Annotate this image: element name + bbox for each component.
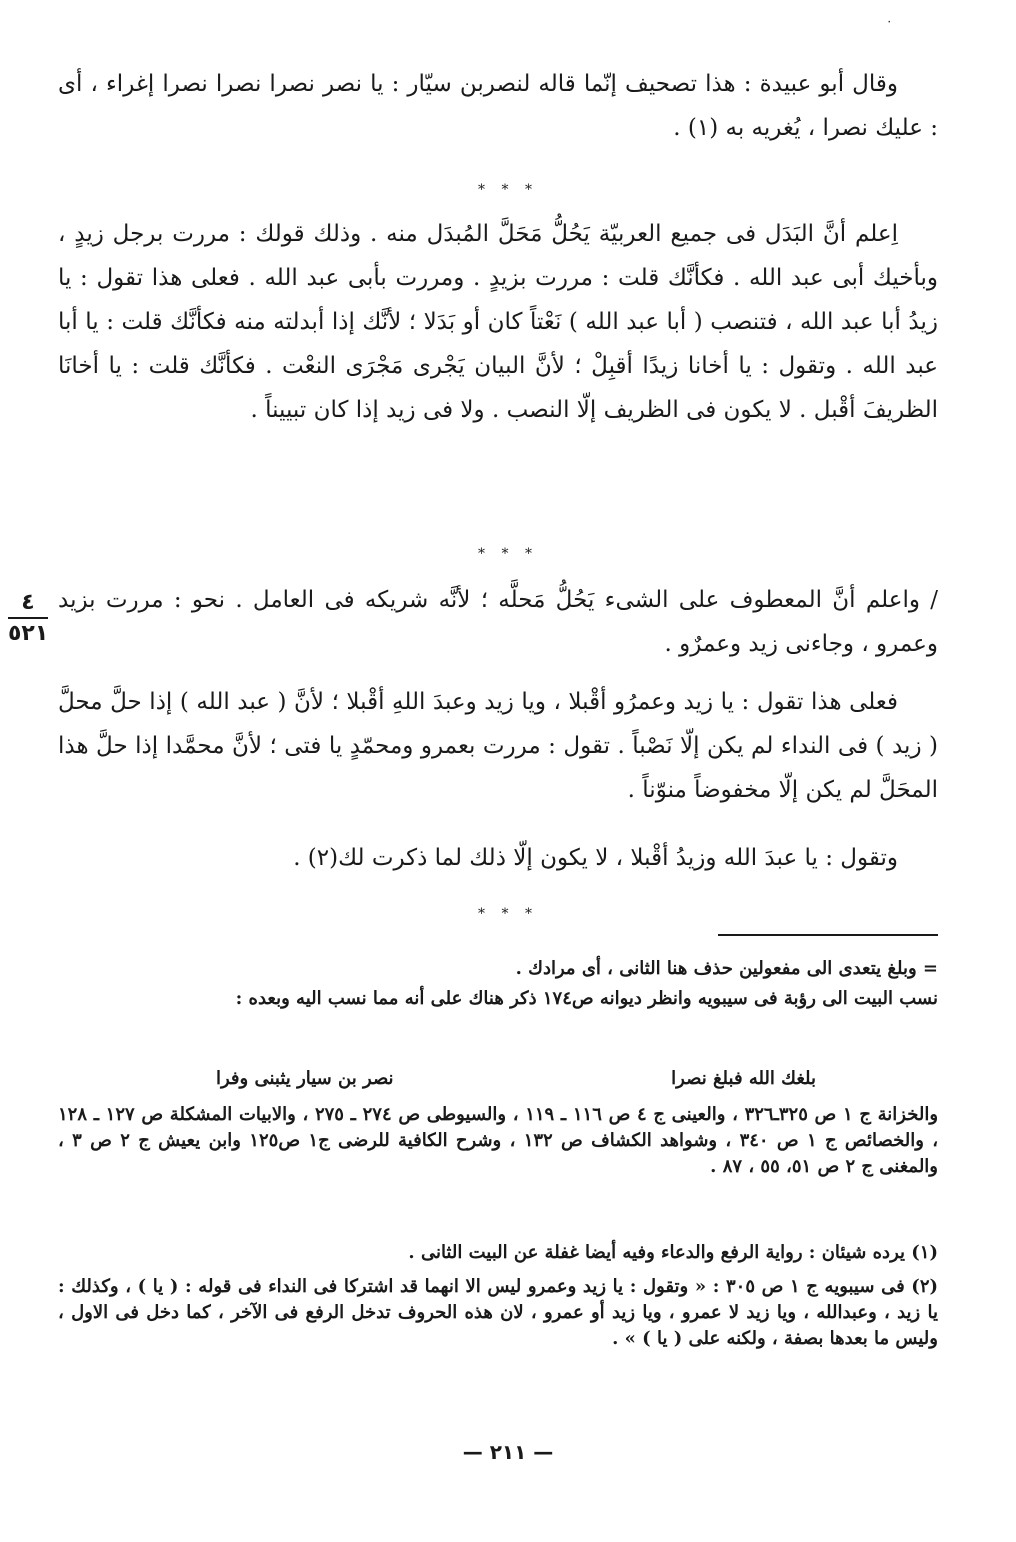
margin-reference-top: ٤ <box>21 590 35 615</box>
ink-speck: ٠ <box>886 14 893 28</box>
verse-hemistich-first: بلغك الله فبلغ نصرا <box>671 1068 816 1089</box>
verse-hemistich-second: نصر بن سيار يثبنى وفرا <box>216 1068 394 1089</box>
footnote-continuation-1-text: = وبلغ يتعدى الى مفعولين حذف هنا الثانى ، أى مرادك . <box>515 958 938 979</box>
paragraph-5 <box>58 836 938 880</box>
paragraph-1 <box>58 62 938 150</box>
section-separator-2: * * * <box>478 546 538 562</box>
footnote-continuation-1 <box>58 956 938 982</box>
section-separator-1: * * * <box>478 182 538 198</box>
paragraph-3 <box>58 578 938 666</box>
footnote-1 <box>58 1240 938 1266</box>
section-separator-3: * * * <box>478 906 538 922</box>
footnote-rule <box>718 934 938 936</box>
margin-reference-bottom: ٥٢١ <box>8 621 49 646</box>
page-number: — ٢١١ — <box>462 1440 554 1464</box>
footnote-2-text: (٢) فى سيبويه ج ١ ص ٣٠٥ : « وتقول : يا زيد وعمرو ليس الا انهما قد اشتركا فى النداء فى قوله : ( يا ) ، وكذلك : يا زيد ، وعبدالله ، ويا زيد لا عمرو ، ويا زيد أو عمرو ، لان هذه الحروف تدخل الرفع فى الآخر ، كما دخل فى الاول ، وليس ما بعدها بصفة ، ولكنه على ( يا ) » . <box>58 1276 939 1349</box>
paragraph-2 <box>58 212 938 432</box>
footnote-1-text: (١) يرده شيئان : رواية الرفع والدعاء وفيه أيضا غفلة عن البيت الثانى . <box>408 1242 938 1263</box>
footnote-continuation-2-text: نسب البيت الى رؤبة فى سيبويه وانظر ديوانه ص١٧٤ ذكر هناك على أنه مما نسب اليه وبعده : <box>235 988 938 1009</box>
footnote-verse <box>216 1068 816 1089</box>
paragraph-3-text: / واعلم أنَّ المعطوف على الشىء يَحُلُّ مَحلَّه ؛ لأنَّه شريكه فى العامل . نحو : مررت بزيد وعمرو ، وجاءنى زيد وعمرٌو . <box>58 587 938 657</box>
paragraph-4 <box>58 680 938 812</box>
paragraph-5-text: وتقول : يا عبدَ الله وزيدُ أقْبلا ، لا يكون إلّا ذلك لما ذكرت لك(٢) . <box>293 845 898 871</box>
margin-reference <box>8 590 48 646</box>
paragraph-1-text: وقال أبو عبيدة : هذا تصحيف إنّما قاله لنصربن سيّار : يا نصر نصرا نصرا نصرا إغراء ، أى : عليك نصرا ، يُغريه به (١) . <box>58 71 938 141</box>
footnote-continuation-3-text: والخزانة ج ١ ص ٣٢٥ـ٣٢٦ ، والعينى ج ٤ ص ١١٦ ـ ١١٩ ، والسيوطى ص ٢٧٤ ـ ٢٧٥ ، والابيات المشكلة ص ١٢٧ ـ ١٢٨ ، والخصائص ج ١ ص ٣٤٠ ، وشواهد الكشاف ص ١٣٢ ، وشرح الكافية للرضى ج١ ص١٢٥ وابن يعيش ج ٢ ص ٣ ، والمغنى ج ٢ ص ٥١، ٥٥ ، ٨٧ . <box>58 1104 939 1177</box>
footnote-continuation-2 <box>58 986 938 1012</box>
footnote-continuation-3 <box>58 1102 938 1180</box>
footnote-2 <box>58 1274 938 1352</box>
margin-reference-bar <box>8 617 48 619</box>
paragraph-4-text: فعلى هذا تقول : يا زيد وعمرُو أقْبلا ، ويا زيد وعبدَ اللهِ أقْبلا ؛ لأنَّ ( عبد الله ) إذا حلَّ محلَّ ( زيد ) فى النداء لم يكن إلّا نَصْباً . تقول : مررت بعمرو ومحمّدٍ يا فتى ؛ لأنَّ محمَّدا إذا حلَّ هذا المحَلَّ لم يكن إلّا مخفوضاً منوّناً . <box>58 689 938 803</box>
paragraph-2-text: اِعلم أنَّ البَدَل فى جميع العربيّة يَحُلُّ مَحَلَّ المُبدَل منه . وذلك قولك : مررت برجل زيدٍ ، وبأخيك أبى عبد الله . فكأنَّك قلت : مررت بزيدٍ . ومررت بأبى عبد الله . فعلى هذا تقول : يا زيدُ أبا عبد الله ، فتنصب ( أبا عبد الله ) نَعْتاً كان أو بَدَلا ؛ لأنَّك إذا أبدلته منه فكأنَّك قلت : يا أبا عبد الله . وتقول : يا أخانا زيدًا أقبِلْ ؛ لأنَّ البيان يَجْرى مَجْرَى النعْت . فكأنَّك قلت : يا أخانَا الظريفَ أقْبل . لا يكون فى الظريف إلّا النصب . ولا فى زيد إذا كان تبييناً . <box>58 221 938 423</box>
